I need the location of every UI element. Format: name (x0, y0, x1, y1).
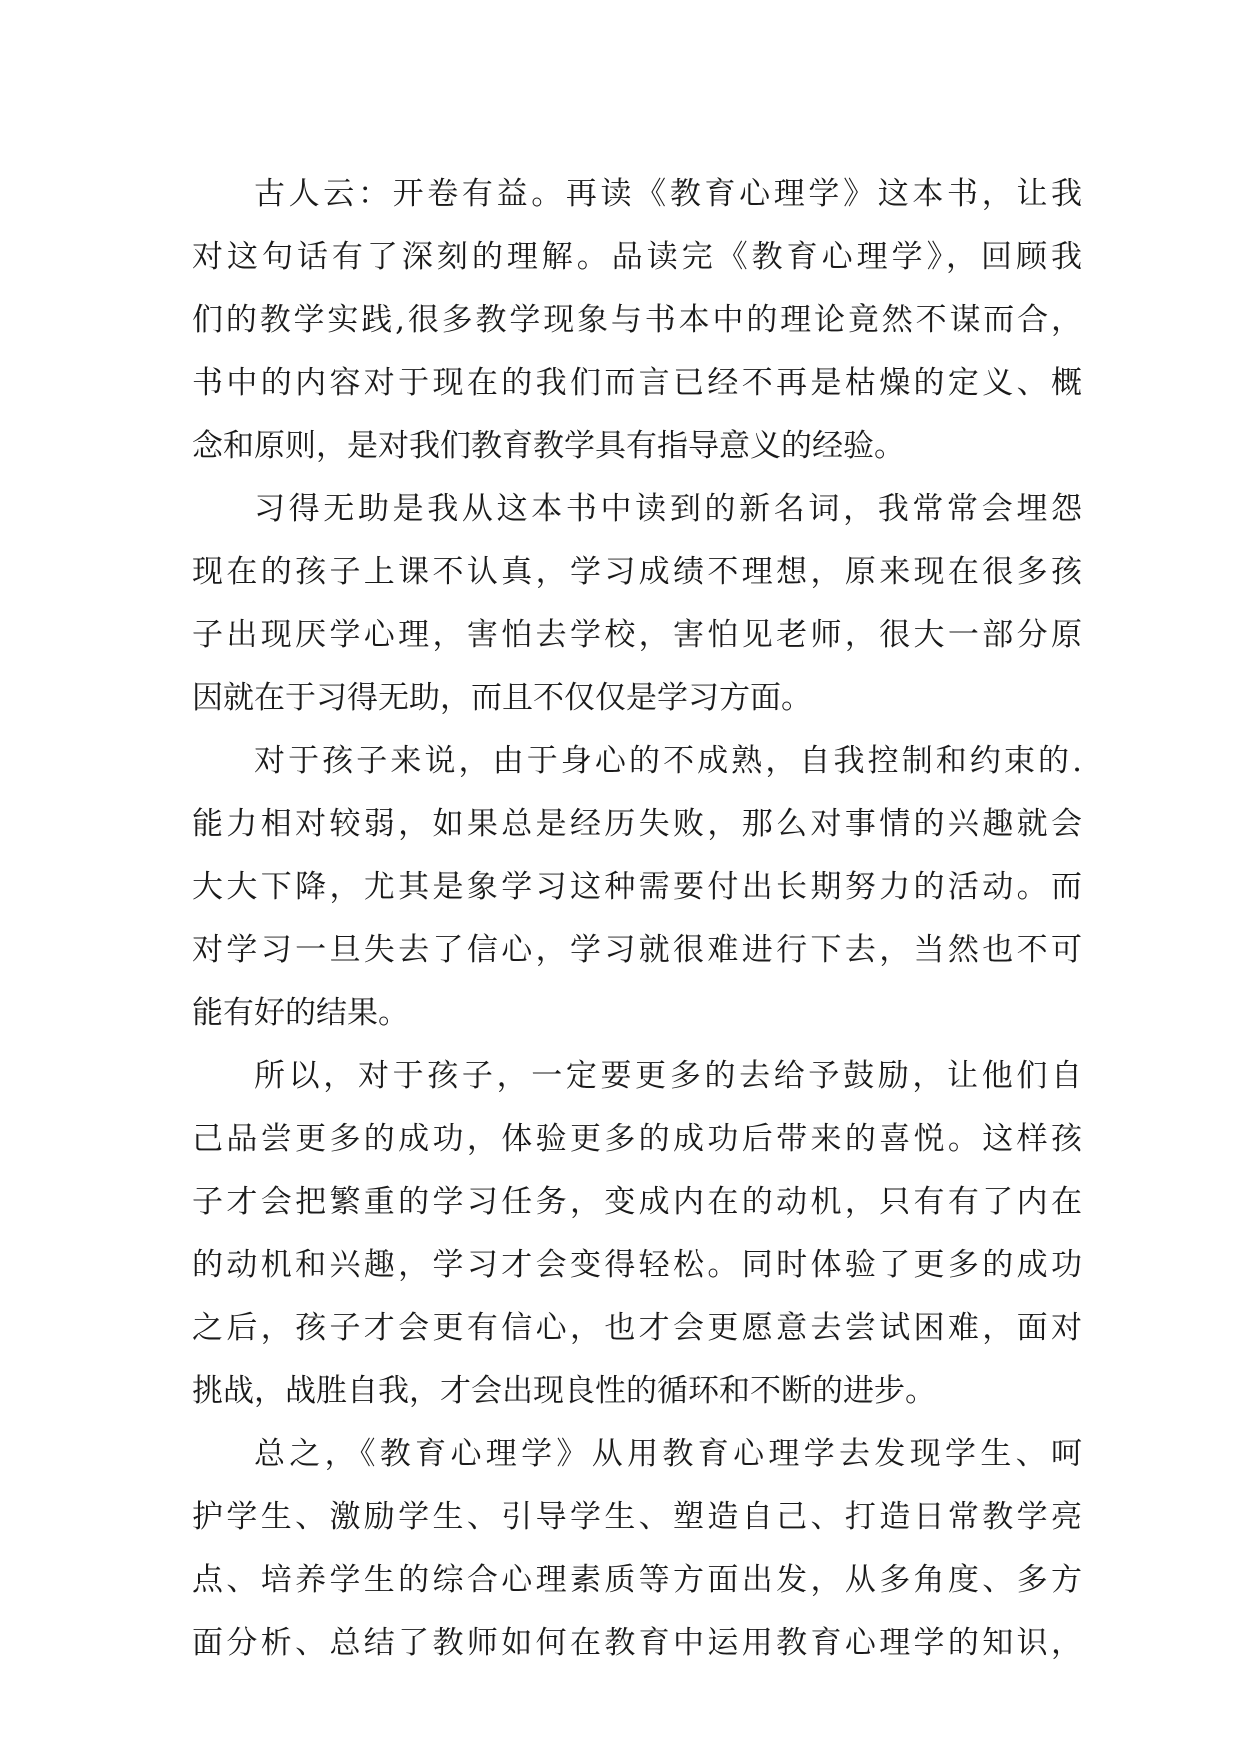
text-line: 念和原则，是对我们教育教学具有指导意义的经验。 (192, 428, 905, 464)
paragraph (192, 1423, 1082, 1675)
paragraph (192, 1045, 1082, 1423)
text-line: 面分析、总结了教师如何在教育中运用教育心理学的知识， (192, 1625, 1082, 1661)
text-line: 总之，《教育心理学》从用教育心理学去发现学生、呵 (254, 1436, 1082, 1472)
text-line: 对于孩子来说，由于身心的不成熟，自我控制和约束的. (254, 743, 1082, 779)
body-text (192, 163, 1082, 1675)
text-line: 古人云：开卷有益。再读《教育心理学》这本书，让我 (254, 176, 1082, 212)
text-line: 习得无助是我从这本书中读到的新名词，我常常会埋怨 (254, 491, 1082, 527)
text-line: 子出现厌学心理，害怕去学校，害怕见老师，很大一部分原 (192, 617, 1082, 653)
text-line: 之后，孩子才会更有信心，也才会更愿意去尝试困难，面对 (192, 1310, 1082, 1346)
text-line: 书中的内容对于现在的我们而言已经不再是枯燥的定义、概 (192, 365, 1082, 401)
paragraph (192, 163, 1082, 478)
text-line: 护学生、激励学生、引导学生、塑造自己、打造日常教学亮 (192, 1499, 1082, 1535)
text-line: 点、培养学生的综合心理素质等方面出发，从多角度、多方 (192, 1562, 1082, 1598)
text-line: 们的教学实践,很多教学现象与书本中的理论竟然不谋而合， (192, 302, 1082, 338)
text-line: 大大下降，尤其是象学习这种需要付出长期努力的活动。而 (192, 869, 1082, 905)
text-line: 子才会把繁重的学习任务，变成内在的动机，只有有了内在 (192, 1184, 1082, 1220)
text-line: 能有好的结果。 (192, 995, 409, 1031)
text-line: 对这句话有了深刻的理解。品读完《教育心理学》，回顾我 (192, 239, 1082, 275)
text-line: 现在的孩子上课不认真，学习成绩不理想，原来现在很多孩 (192, 554, 1082, 590)
text-line: 挑战，战胜自我，才会出现良性的循环和不断的进步。 (192, 1373, 936, 1409)
text-line: 的动机和兴趣，学习才会变得轻松。同时体验了更多的成功 (192, 1247, 1082, 1283)
paragraph (192, 478, 1082, 730)
text-line: 因就在于习得无助，而且不仅仅是学习方面。 (192, 680, 812, 716)
paragraph (192, 730, 1082, 1045)
text-line: 己品尝更多的成功，体验更多的成功后带来的喜悦。这样孩 (192, 1121, 1082, 1157)
text-line: 所以，对于孩子，一定要更多的去给予鼓励，让他们自 (254, 1058, 1082, 1094)
text-line: 能力相对较弱，如果总是经历失败，那么对事情的兴趣就会 (192, 806, 1082, 842)
text-line: 对学习一旦失去了信心，学习就很难进行下去，当然也不可 (192, 932, 1082, 968)
